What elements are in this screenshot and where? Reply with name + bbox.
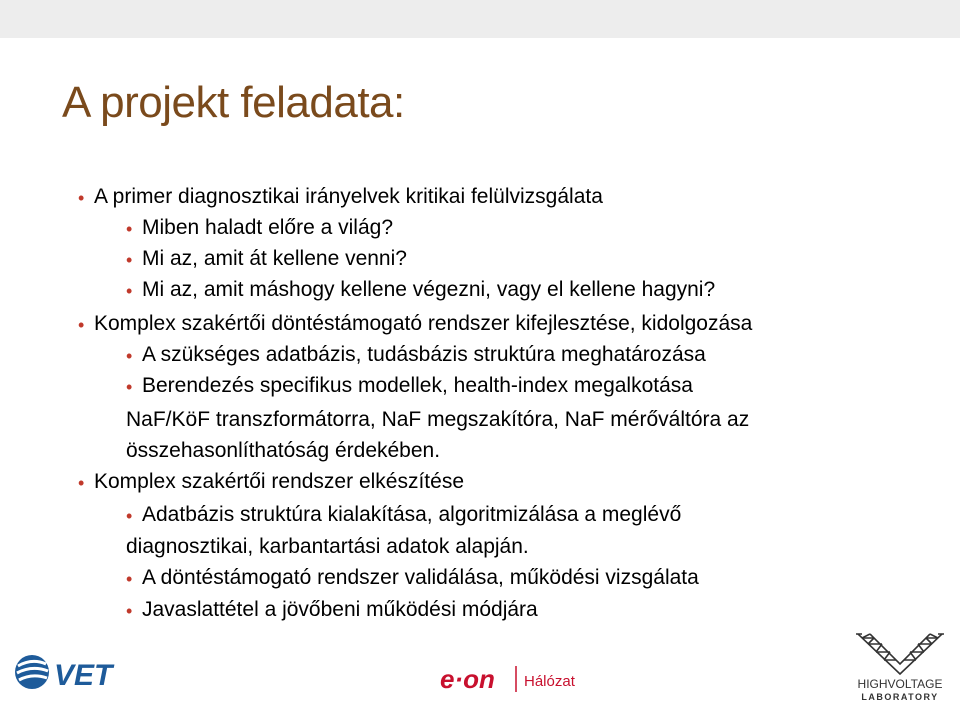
- bullet-level1: Komplex szakértői rendszer elkészítése: [94, 470, 464, 493]
- hvl-line2: LABORATORY: [861, 692, 939, 702]
- continuation-line: NaF/KöF transzformátorra, NaF megszakítóra, NaF mérőváltóra az: [126, 408, 750, 431]
- bullet-icon: •: [126, 219, 133, 239]
- high-voltage-laboratory-logo: [848, 630, 952, 702]
- bullet-level2: A szükséges adatbázis, tudásbázis struktúra meghatározása: [142, 343, 706, 366]
- pylon-icon: [856, 634, 944, 674]
- bullet-icon: •: [126, 377, 133, 397]
- bullet-level2: Mi az, amit át kellene venni?: [142, 247, 407, 270]
- bullet-level2: Berendezés specifikus modellek, health-index megalkotása: [142, 374, 693, 397]
- top-band: [0, 0, 960, 38]
- bullet-level1: Komplex szakértői döntéstámogató rendszer kifejlesztése, kidolgozása: [94, 312, 753, 335]
- bullet-icon: •: [126, 506, 133, 526]
- slide-title: A projekt feladata:: [62, 78, 405, 127]
- hvl-line1: HIGHVOLTAGE: [857, 677, 943, 691]
- vet-logo-text: VET: [54, 659, 113, 692]
- bullet-level1: A primer diagnosztikai irányelvek kritikai felülvizsgálata: [94, 185, 603, 208]
- bullet-icon: •: [126, 346, 133, 366]
- bullet-level2: Mi az, amit máshogy kellene végezni, vagy el kellene hagyni?: [142, 278, 716, 301]
- eon-logo: [440, 662, 590, 696]
- eon-subtitle: Hálózat: [524, 673, 575, 690]
- bullet-icon: •: [126, 281, 133, 301]
- bullet-level2: Adatbázis struktúra kialakítása, algoritmizálása a meglévő: [142, 503, 682, 526]
- eon-brand-text: e·on: [440, 664, 495, 694]
- vet-globe-icon: [14, 652, 134, 692]
- bullet-icon: •: [78, 315, 85, 335]
- bullet-icon: •: [78, 473, 85, 493]
- bullet-level2: Miben haladt előre a világ?: [142, 216, 393, 239]
- vet-logo: [14, 652, 134, 692]
- bullet-level2: Javaslattétel a jövőbeni működési módjára: [142, 598, 538, 621]
- bullet-icon: •: [126, 250, 133, 270]
- continuation-line: diagnosztikai, karbantartási adatok alapján.: [126, 535, 529, 558]
- continuation-line: összehasonlíthatóság érdekében.: [126, 439, 441, 462]
- bullet-level2: A döntéstámogató rendszer validálása, működési vizsgálata: [142, 566, 699, 589]
- bullet-icon: •: [126, 601, 133, 621]
- bullet-icon: •: [126, 569, 133, 589]
- bullet-icon: •: [78, 188, 85, 208]
